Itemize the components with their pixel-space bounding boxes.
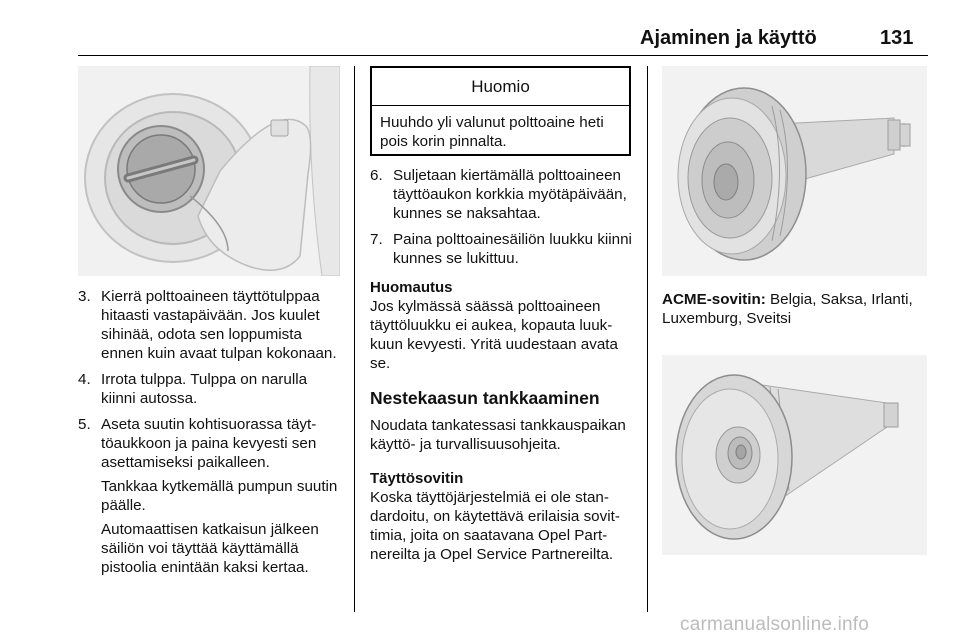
watermark-text: carmanualsonline.info	[680, 614, 870, 635]
notice-box	[370, 66, 631, 156]
step-number: 7.	[370, 231, 383, 248]
step-7	[370, 230, 636, 268]
subsection-heading: Täyttösovitin	[370, 470, 464, 487]
section-heading: Nestekaasun tankkaaminen	[370, 388, 600, 408]
header-rule	[78, 55, 928, 56]
caption-text: Belgia, Saksa, Irlanti, Luxemburg, Sveitsi	[662, 291, 913, 327]
dish-adapter-figure	[662, 355, 927, 555]
step-text: Kierrä polttoaineen täyttötulppaa hitaasti vastapäivään. Jos kuulet sihinää, odota sen loppumista ennen kuin avaat tulpan kokonaan.	[101, 288, 337, 362]
step-6	[370, 166, 636, 223]
step-number: 4.	[78, 371, 91, 388]
acme-adapter-figure	[662, 66, 927, 276]
step-text: Tankkaa kytkemällä pumpun suutin päälle.	[101, 478, 338, 514]
step-5	[78, 415, 340, 577]
step-text: Aseta suutin kohtisuorassa täyttöaukkoon ja paina kevyesti sen asettamiseksi paikalleen.	[101, 416, 317, 471]
notice-text: Huuhdo yli valunut polttoaine heti pois korin pinnalta.	[380, 114, 604, 150]
step-3	[78, 287, 340, 363]
section-intro: Noudata tankatessasi tankkauspaikan käyttö- ja turvallisuusohjeita.	[370, 417, 626, 453]
page-number: 131	[880, 27, 914, 49]
step-text: Irrota tulppa. Tulppa on narulla kiinni autossa.	[101, 371, 308, 407]
page-header-title: Ajaminen ja käyttö	[640, 27, 817, 49]
left-column-steps	[78, 287, 340, 584]
step-text: Automaattisen katkaisun jälkeen säiliön voi täyttää käyttämällä pistoolia enintään kaksi kertaa.	[101, 521, 319, 576]
column-divider-right	[647, 66, 648, 612]
subsection-text: Koska täyttöjärjestelmiä ei ole standardoitu, on käytettävä erilaisia sovittimia, joita on saatavana Opel Partnereilta ja Opel Service Partnereilta.	[370, 489, 620, 563]
note-block	[370, 278, 636, 373]
middle-column	[370, 166, 636, 564]
step-number: 3.	[78, 288, 91, 305]
step-text: Paina polttoainesäiliön luukku kiinni kunnes se lukittuu.	[393, 231, 632, 267]
fuel-filler-cap-figure	[78, 66, 340, 276]
step-number: 6.	[370, 167, 383, 184]
step-text: Suljetaan kiertämällä polttoaineen täyttöaukon korkkia myötäpäivään, kunnes se naksahtaa.	[393, 167, 627, 222]
step-number: 5.	[78, 416, 91, 433]
acme-caption	[662, 290, 932, 328]
column-divider-left	[354, 66, 355, 612]
caption-label: ACME-sovitin:	[662, 291, 766, 308]
notice-heading: Huomio	[372, 68, 629, 106]
note-text: Jos kylmässä säässä polttoaineen täyttöluukku ei aukea, kopauta luukkuun kevyesti. Yritä uudestaan avata se.	[370, 298, 618, 372]
step-4	[78, 370, 340, 408]
note-title: Huomautus	[370, 279, 453, 296]
